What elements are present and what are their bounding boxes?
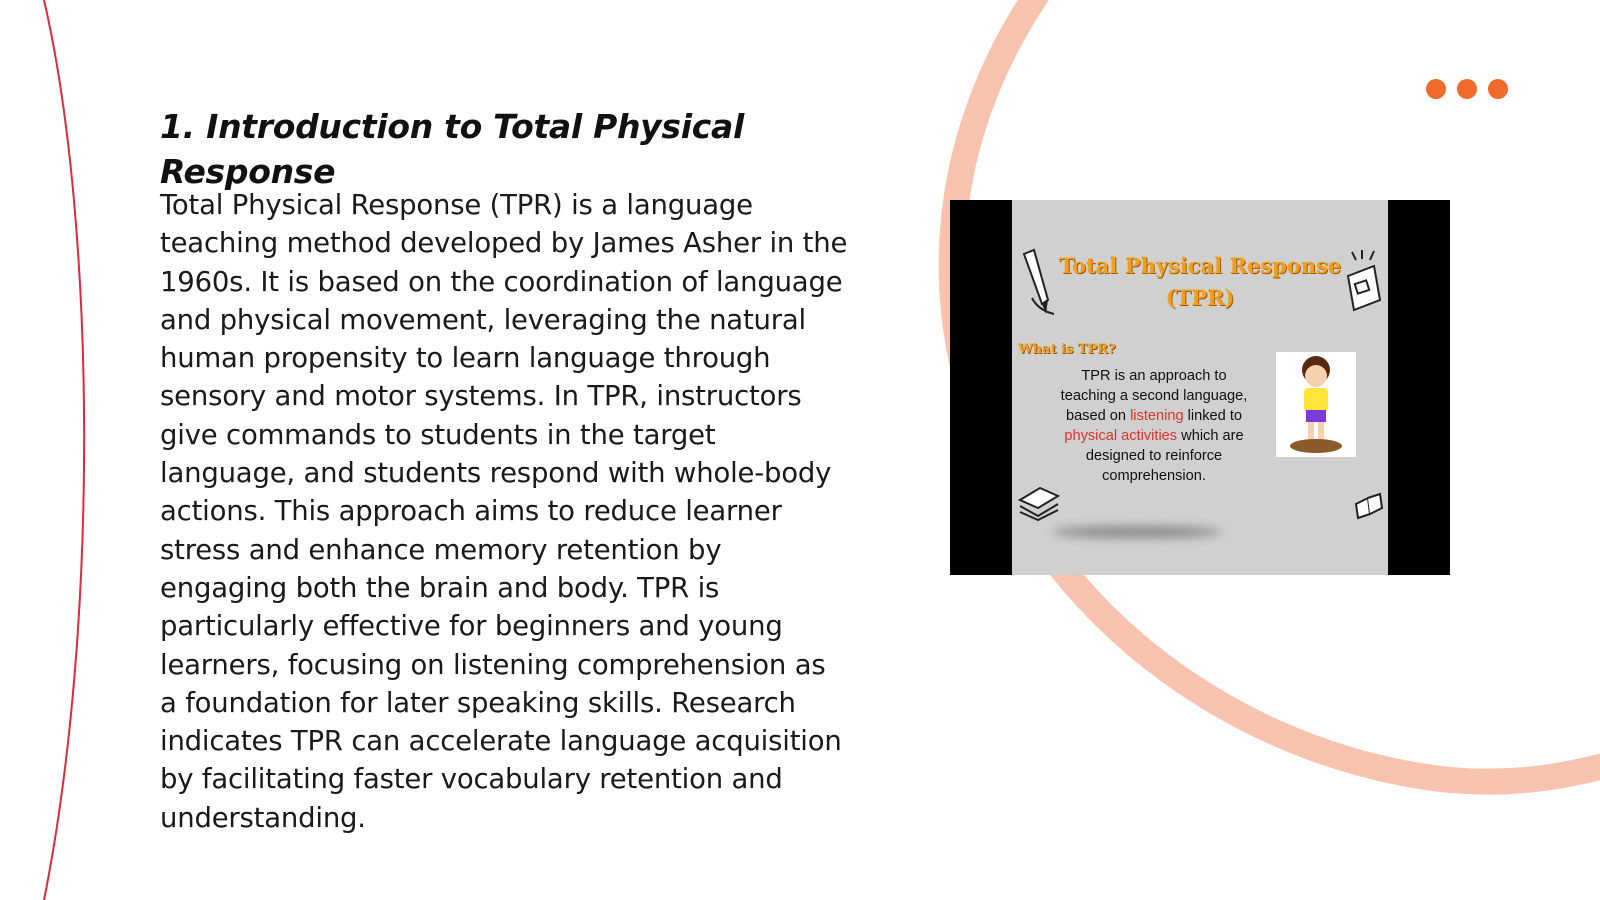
shadow-decoration (1052, 526, 1222, 538)
highlight-physical-activities: physical activities (1064, 428, 1178, 444)
tpr-image-content (1012, 200, 1388, 575)
tpr-image (950, 200, 1450, 575)
tpr-text-part: which are designed to reinforce comprehension. (1085, 428, 1244, 484)
slide-body-text: Total Physical Response (TPR) is a language teaching method developed by James Asher in the 1960s. It is based on the coordination of language and physical movement, leveraging the natural human propensity to learn language through sensory and motor systems. In TPR, instructors give commands to students in the target language, and students respond with whole-body actions. This approach aims to reduce learner stress and enhance memory retention by engaging both the brain and body. TPR is particularly effective for beginners and young learners, focusing on listening comprehension as a foundation for later speaking skills. Research indicates TPR can accelerate language acquisition by facilitating faster vocabulary retention and understanding. (160, 189, 848, 834)
tpr-text-part: linked to (1183, 408, 1243, 424)
girl-illustration-icon (1276, 352, 1356, 457)
tpr-text-part: TPR is an approach to teaching a second language, based on (1060, 368, 1248, 424)
left-red-curve (44, 0, 84, 900)
dot (1457, 79, 1477, 99)
open-book-icon (1352, 486, 1388, 522)
tpr-question: What is TPR? (1018, 342, 1116, 357)
dot (1488, 79, 1508, 99)
book-icon (1344, 248, 1384, 318)
tpr-heading-line1: Total Physical Response (1058, 253, 1342, 278)
tpr-heading-line2: (TPR) (1165, 285, 1235, 310)
more-dots-icon[interactable] (1426, 79, 1508, 99)
highlight-listening: listening (1130, 408, 1184, 424)
tpr-heading (1012, 250, 1388, 314)
dot (1426, 79, 1446, 99)
books-stack-icon (1016, 476, 1062, 522)
slide-title: 1. Introduction to Total Physical Response (160, 107, 744, 191)
tpr-description (1054, 366, 1254, 486)
